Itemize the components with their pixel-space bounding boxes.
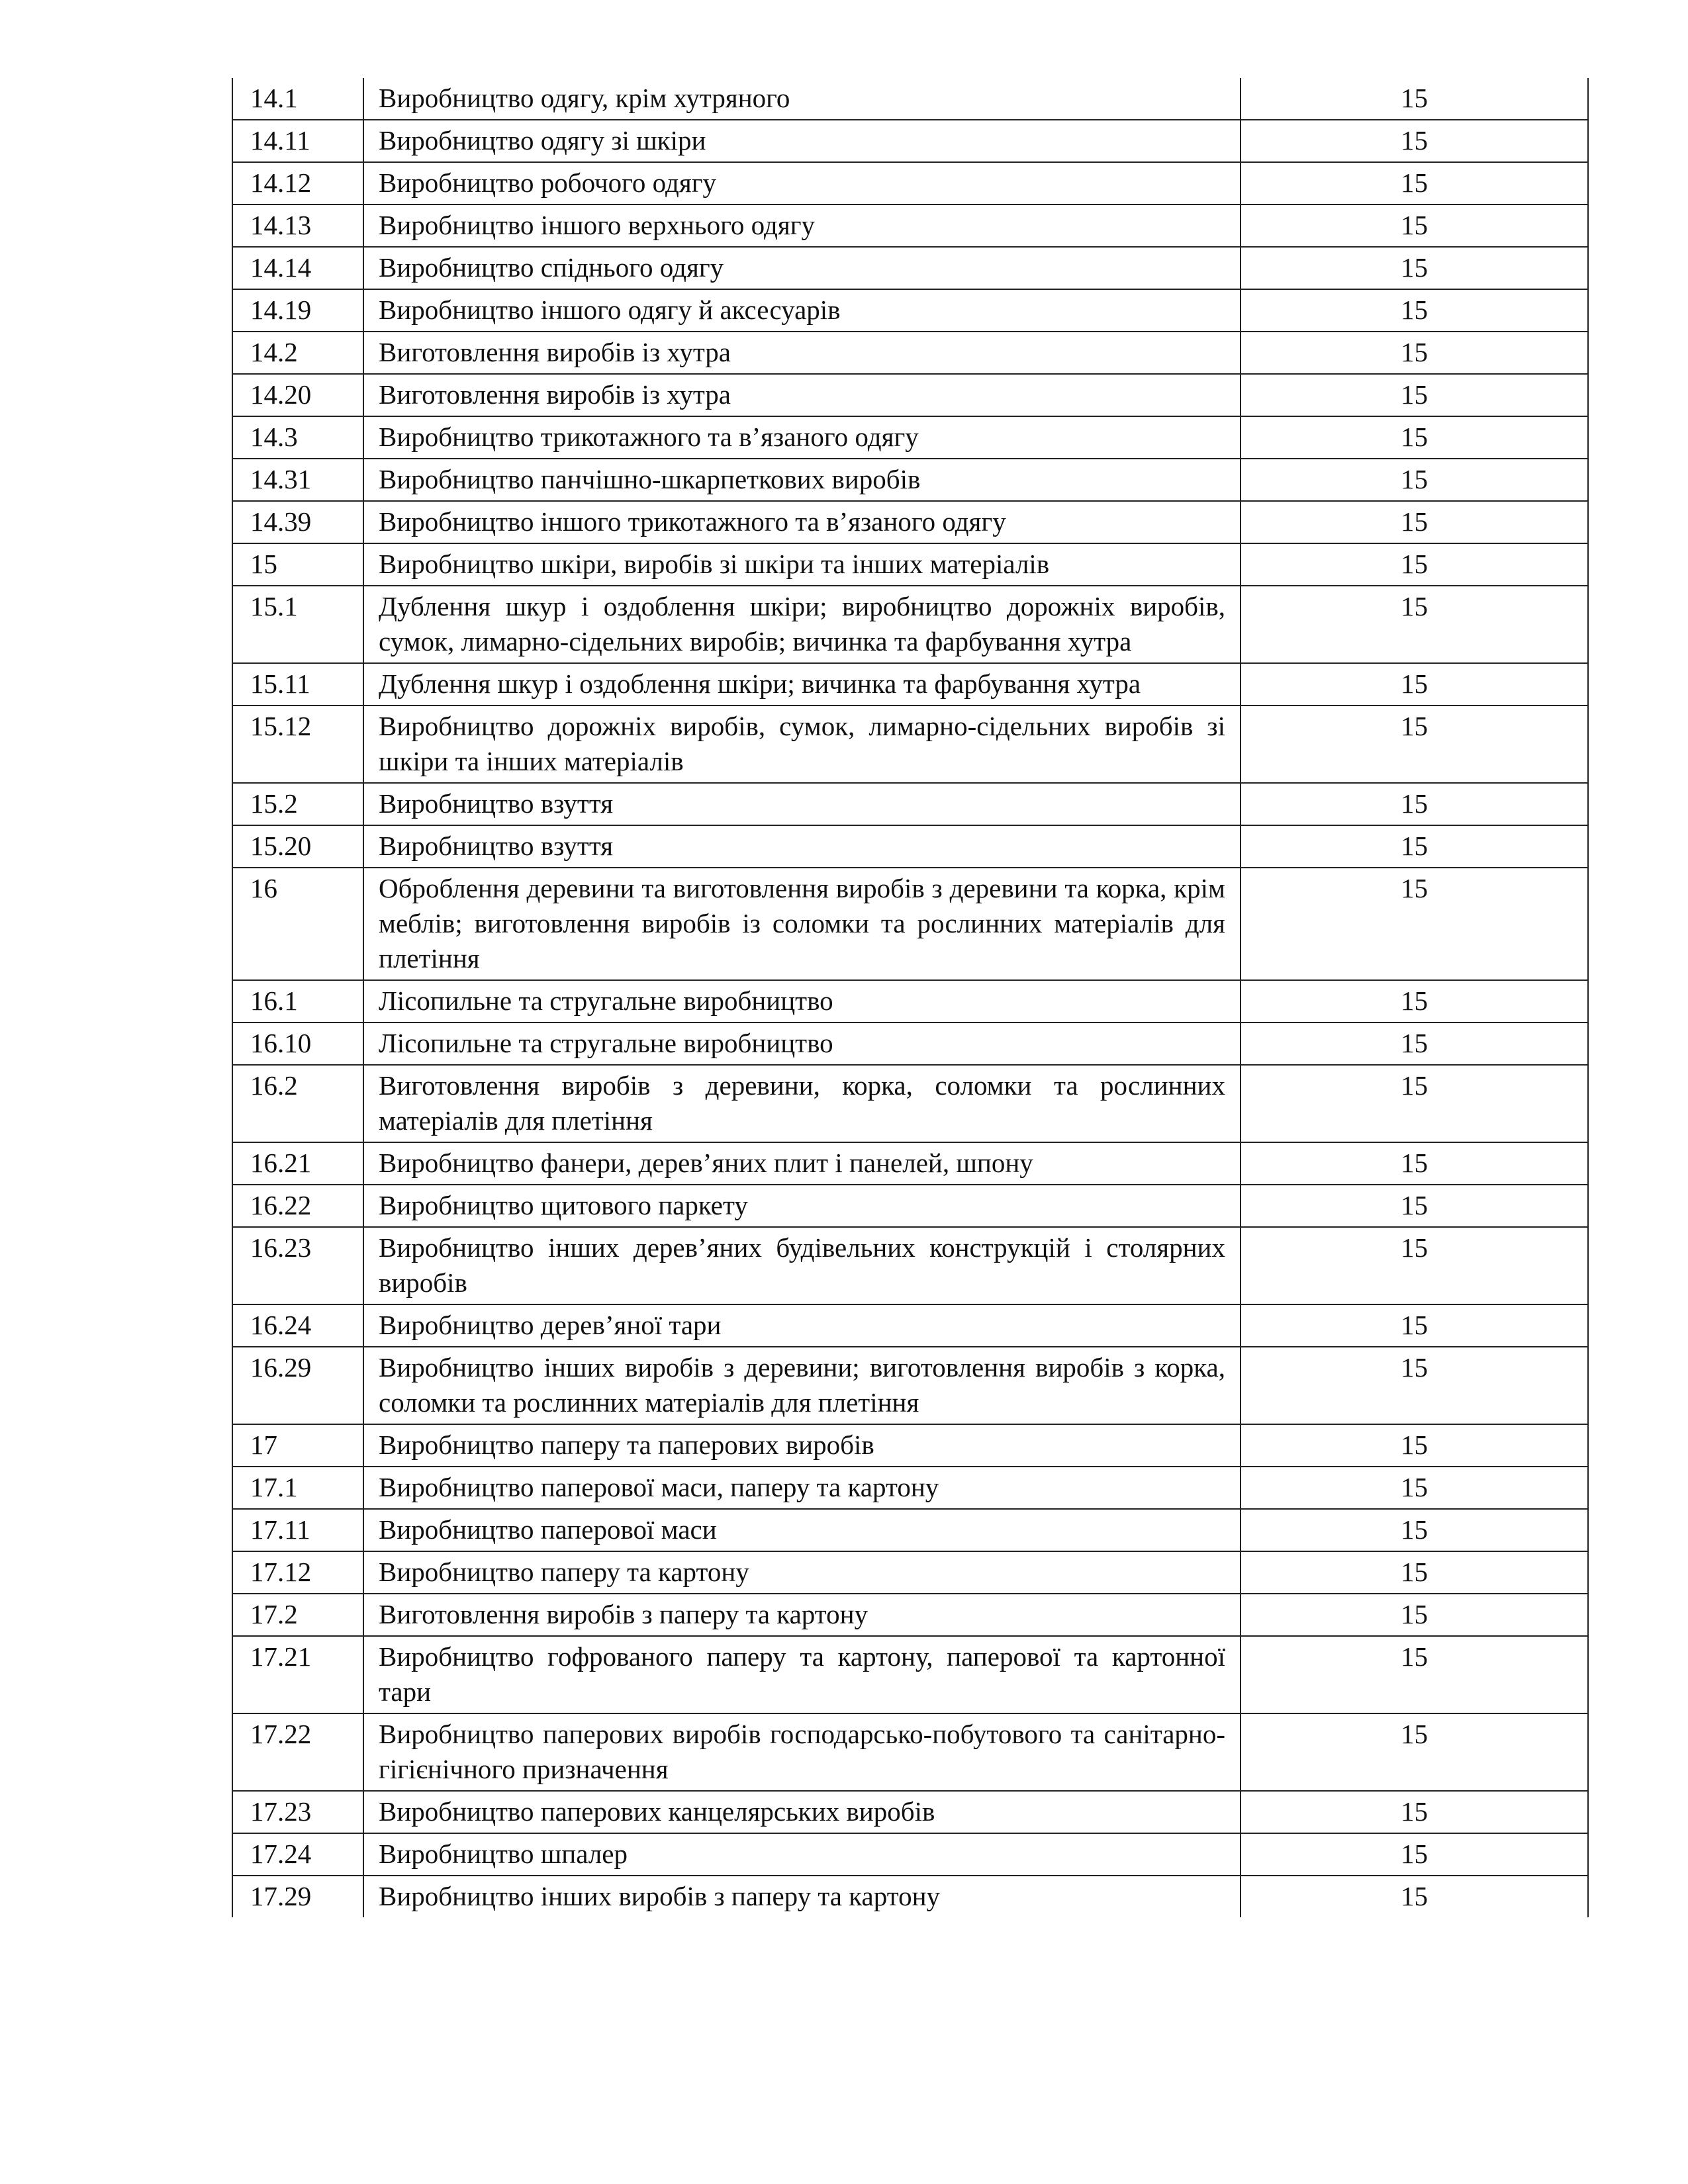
activity-code-cell: 16 [232,868,363,980]
rate-value-cell: 15 [1241,663,1588,705]
table-row [232,1185,1588,1227]
activity-name-cell: Виробництво робочого одягу [363,162,1241,205]
activity-name-cell: Виробництво шпалер [363,1833,1241,1876]
table-row [232,1065,1588,1142]
rate-value-cell: 15 [1241,1185,1588,1227]
table-row [232,1347,1588,1424]
activity-name-cell: Виготовлення виробів з паперу та картону [363,1594,1241,1636]
activity-name-cell: Виробництво інших виробів з паперу та картону [363,1876,1241,1917]
activity-name-cell: Виробництво взуття [363,825,1241,868]
rate-value-cell: 15 [1241,1467,1588,1509]
table-row [232,459,1588,501]
activity-name-cell: Оброблення деревини та виготовлення виробів з деревини та корка, крім меблів; виготовлення виробів із соломки та рослинних матеріалів для плетіння [363,868,1241,980]
activity-code-cell: 17.24 [232,1833,363,1876]
activity-name-cell: Виробництво трикотажного та в’язаного одягу [363,416,1241,459]
activity-code-cell: 14.39 [232,501,363,543]
activity-rate-table [232,78,1589,1917]
rate-value-cell: 15 [1241,1023,1588,1065]
rate-value-cell: 15 [1241,1509,1588,1551]
activity-name-cell: Виготовлення виробів із хутра [363,332,1241,374]
rate-value-cell: 15 [1241,459,1588,501]
table-row [232,825,1588,868]
table-row [232,1023,1588,1065]
table-row [232,162,1588,205]
table-row [232,1713,1588,1791]
rate-value-cell: 15 [1241,705,1588,783]
rate-value-cell: 15 [1241,783,1588,825]
activity-name-cell: Виробництво паперових канцелярських виробів [363,1791,1241,1833]
table-row [232,1551,1588,1594]
activity-code-cell: 17.23 [232,1791,363,1833]
table-row [232,586,1588,663]
activity-code-cell: 16.2 [232,1065,363,1142]
activity-code-cell: 14.1 [232,78,363,120]
activity-name-cell: Виготовлення виробів з деревини, корка, соломки та рослинних матеріалів для плетіння [363,1065,1241,1142]
table-row [232,543,1588,586]
activity-code-cell: 17 [232,1424,363,1467]
activity-name-cell: Виробництво інших виробів з деревини; виготовлення виробів з корка, соломки та рослинних матеріалів для плетіння [363,1347,1241,1424]
activity-code-cell: 15.2 [232,783,363,825]
activity-name-cell: Виробництво інших дерев’яних будівельних конструкцій і столярних виробів [363,1227,1241,1304]
activity-code-cell: 17.12 [232,1551,363,1594]
activity-name-cell: Виробництво спіднього одягу [363,247,1241,289]
rate-value-cell: 15 [1241,1304,1588,1347]
activity-code-cell: 16.29 [232,1347,363,1424]
table-row [232,783,1588,825]
activity-name-cell: Виробництво гофрованого паперу та картону, паперової та картонної тари [363,1636,1241,1713]
rate-value-cell: 15 [1241,374,1588,416]
table-row [232,205,1588,247]
activity-code-cell: 16.22 [232,1185,363,1227]
activity-code-cell: 16.24 [232,1304,363,1347]
table-row [232,1227,1588,1304]
table-row [232,374,1588,416]
rate-value-cell: 15 [1241,825,1588,868]
table-row [232,1636,1588,1713]
activity-code-cell: 14.12 [232,162,363,205]
activity-code-cell: 17.22 [232,1713,363,1791]
activity-code-cell: 15.11 [232,663,363,705]
activity-code-cell: 16.23 [232,1227,363,1304]
table-row [232,663,1588,705]
rate-value-cell: 15 [1241,1142,1588,1185]
table-row [232,868,1588,980]
activity-code-cell: 17.29 [232,1876,363,1917]
rate-value-cell: 15 [1241,1833,1588,1876]
rate-value-cell: 15 [1241,1636,1588,1713]
activity-name-cell: Виробництво взуття [363,783,1241,825]
activity-name-cell: Виробництво дорожніх виробів, сумок, лимарно-сідельних виробів зі шкіри та інших матеріалів [363,705,1241,783]
rate-value-cell: 15 [1241,868,1588,980]
rate-value-cell: 15 [1241,1791,1588,1833]
rate-value-cell: 15 [1241,1713,1588,1791]
activity-code-cell: 15.20 [232,825,363,868]
activity-name-cell: Виробництво дерев’яної тари [363,1304,1241,1347]
rate-value-cell: 15 [1241,247,1588,289]
table-row [232,289,1588,332]
activity-code-cell: 14.14 [232,247,363,289]
rate-value-cell: 15 [1241,1594,1588,1636]
rate-value-cell: 15 [1241,980,1588,1023]
activity-name-cell: Виробництво фанери, дерев’яних плит і панелей, шпону [363,1142,1241,1185]
activity-code-cell: 14.20 [232,374,363,416]
activity-name-cell: Дублення шкур і оздоблення шкіри; вичинка та фарбування хутра [363,663,1241,705]
activity-name-cell: Виробництво щитового паркету [363,1185,1241,1227]
activity-name-cell: Виробництво шкіри, виробів зі шкіри та інших матеріалів [363,543,1241,586]
activity-name-cell: Виробництво іншого верхнього одягу [363,205,1241,247]
activity-name-cell: Лісопильне та стругальне виробництво [363,1023,1241,1065]
activity-code-cell: 17.2 [232,1594,363,1636]
rate-value-cell: 15 [1241,289,1588,332]
activity-code-cell: 15 [232,543,363,586]
activity-code-cell: 16.21 [232,1142,363,1185]
rate-value-cell: 15 [1241,162,1588,205]
rate-value-cell: 15 [1241,501,1588,543]
table-row [232,120,1588,162]
table-row [232,78,1588,120]
rate-value-cell: 15 [1241,205,1588,247]
table-row [232,1594,1588,1636]
rate-value-cell: 15 [1241,1551,1588,1594]
table-row [232,1791,1588,1833]
activity-code-cell: 16.1 [232,980,363,1023]
table-row [232,1833,1588,1876]
rate-value-cell: 15 [1241,120,1588,162]
table-row [232,1876,1588,1917]
rate-value-cell: 15 [1241,416,1588,459]
activity-name-cell: Виробництво паперової маси, паперу та картону [363,1467,1241,1509]
activity-name-cell: Виробництво іншого одягу й аксесуарів [363,289,1241,332]
rate-value-cell: 15 [1241,1424,1588,1467]
table-row [232,705,1588,783]
rate-value-cell: 15 [1241,1876,1588,1917]
activity-code-cell: 17.21 [232,1636,363,1713]
activity-name-cell: Лісопильне та стругальне виробництво [363,980,1241,1023]
table-row [232,416,1588,459]
activity-code-cell: 14.2 [232,332,363,374]
activity-name-cell: Дублення шкур і оздоблення шкіри; виробництво дорожніх виробів, сумок, лимарно-сідельних виробів; вичинка та фарбування хутра [363,586,1241,663]
table-row [232,247,1588,289]
table-row [232,1142,1588,1185]
activity-code-cell: 17.1 [232,1467,363,1509]
activity-code-cell: 16.10 [232,1023,363,1065]
table-row [232,1304,1588,1347]
activity-name-cell: Виробництво одягу, крім хутряного [363,78,1241,120]
activity-name-cell: Виробництво паперу та паперових виробів [363,1424,1241,1467]
rate-value-cell: 15 [1241,1227,1588,1304]
rate-value-cell: 15 [1241,586,1588,663]
activity-code-cell: 14.11 [232,120,363,162]
activity-name-cell: Виробництво панчішно-шкарпеткових виробів [363,459,1241,501]
table-row [232,1467,1588,1509]
activity-code-cell: 14.13 [232,205,363,247]
activity-name-cell: Виготовлення виробів із хутра [363,374,1241,416]
rate-value-cell: 15 [1241,1347,1588,1424]
activity-code-cell: 17.11 [232,1509,363,1551]
document-page [232,78,1587,1917]
activity-name-cell: Виробництво іншого трикотажного та в’язаного одягу [363,501,1241,543]
rate-value-cell: 15 [1241,543,1588,586]
activity-code-cell: 14.3 [232,416,363,459]
table-row [232,1424,1588,1467]
activity-name-cell: Виробництво паперових виробів господарсько-побутового та санітарно-гігієнічного призначення [363,1713,1241,1791]
table-row [232,332,1588,374]
activity-name-cell: Виробництво одягу зі шкіри [363,120,1241,162]
rate-value-cell: 15 [1241,1065,1588,1142]
activity-name-cell: Виробництво паперової маси [363,1509,1241,1551]
activity-name-cell: Виробництво паперу та картону [363,1551,1241,1594]
activity-code-cell: 15.1 [232,586,363,663]
table-row [232,501,1588,543]
table-row [232,1509,1588,1551]
activity-code-cell: 14.31 [232,459,363,501]
table-row [232,980,1588,1023]
table-body [232,78,1588,1917]
activity-code-cell: 14.19 [232,289,363,332]
activity-code-cell: 15.12 [232,705,363,783]
rate-value-cell: 15 [1241,78,1588,120]
rate-value-cell: 15 [1241,332,1588,374]
